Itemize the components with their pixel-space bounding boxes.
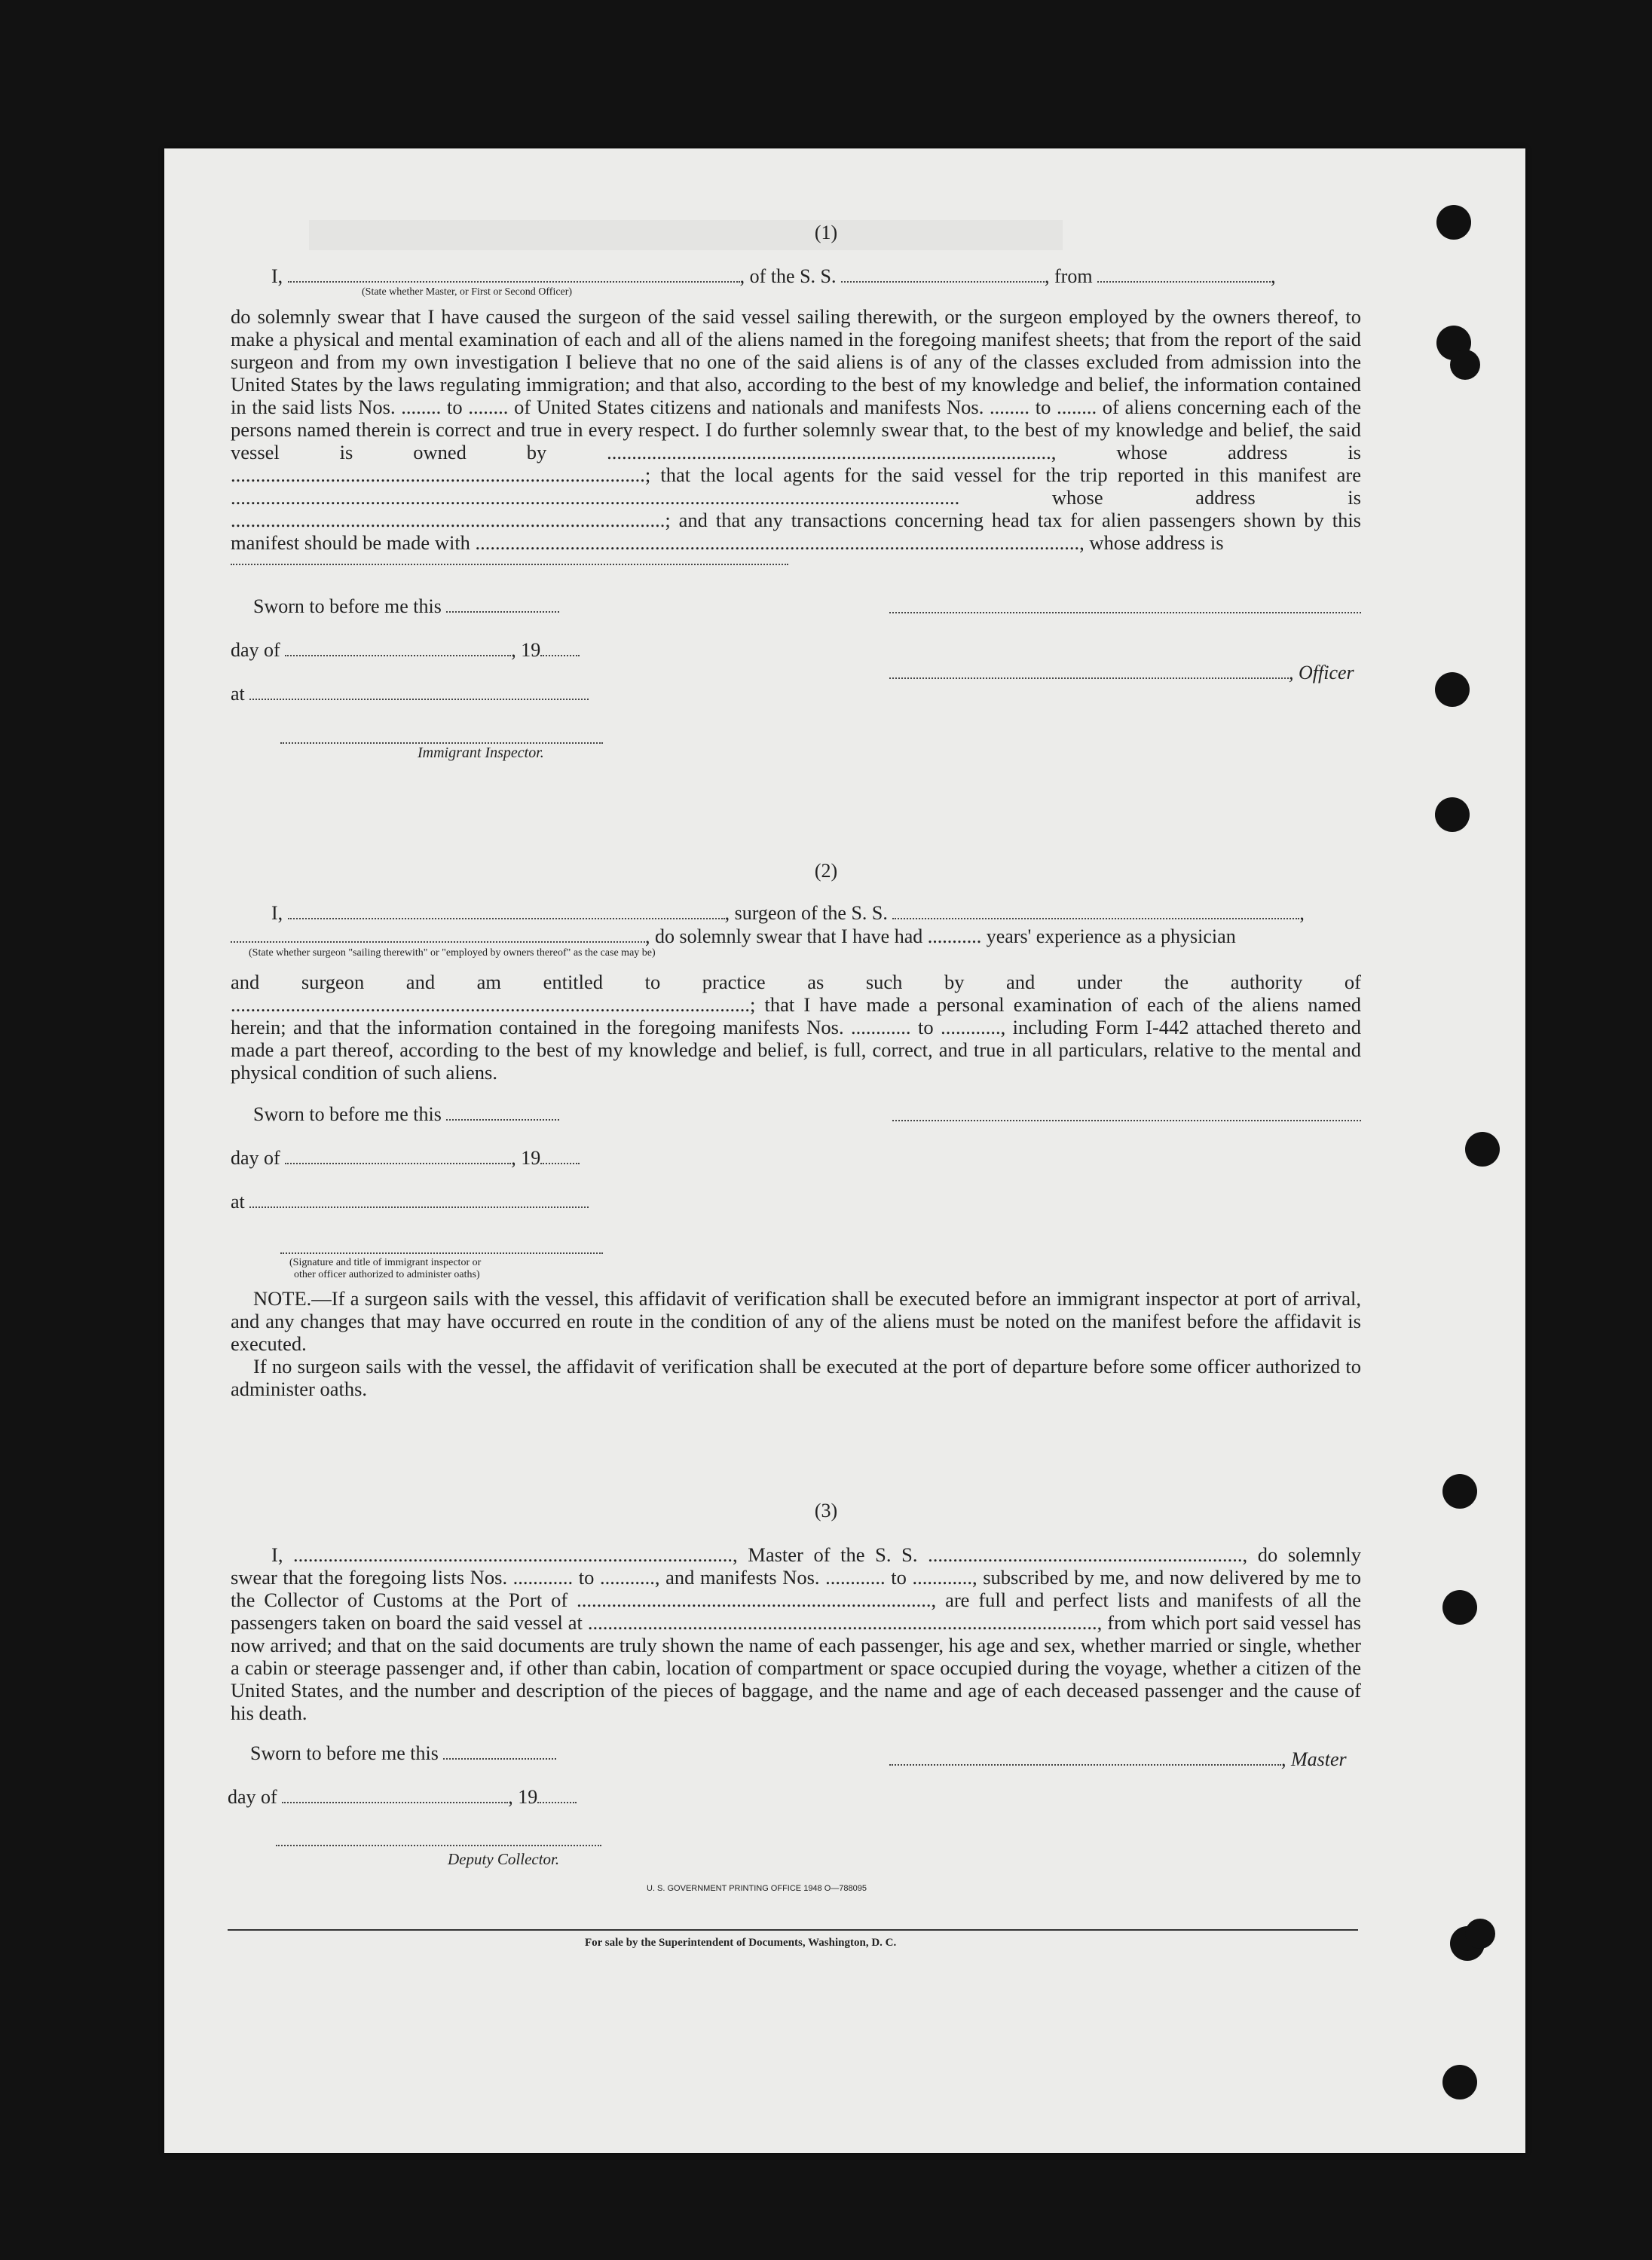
day-of-label: day of — [231, 1147, 280, 1169]
signature-note-1: (Signature and title of immigrant inspector or — [289, 1257, 482, 1268]
punch-hole — [1442, 2065, 1477, 2099]
month-field[interactable] — [285, 640, 511, 656]
year-label: , 19 — [511, 639, 541, 661]
year-label: , 19 — [508, 1786, 538, 1808]
surgeon-label: , surgeon of the S. S. — [724, 902, 888, 924]
section-1-body — [231, 305, 1361, 554]
at-label: at — [231, 683, 245, 705]
sworn-day-field[interactable] — [443, 1743, 556, 1760]
pronoun-label: I, — [271, 265, 283, 287]
day-of-line — [231, 1147, 580, 1170]
collector-label: Deputy Collector. — [448, 1850, 560, 1868]
pronoun-label: I, — [271, 902, 283, 924]
punch-hole — [1435, 672, 1470, 707]
printing-office-imprint: U. S. GOVERNMENT PRINTING OFFICE 1948 O—788095 — [647, 1884, 867, 1893]
surgeon-name-field[interactable] — [288, 903, 725, 919]
sworn-day-field[interactable] — [446, 596, 559, 613]
year-field[interactable] — [540, 640, 580, 656]
section-2-number: (2) — [814, 860, 838, 882]
section-3-body — [231, 1543, 1361, 1724]
at-field[interactable] — [249, 684, 589, 700]
sworn-label: Sworn to before me this — [253, 1103, 442, 1125]
month-field[interactable] — [282, 1787, 508, 1803]
punch-hole — [1450, 350, 1480, 380]
day-of-label: day of — [231, 639, 280, 661]
for-sale-notice: For sale by the Superintendent of Documents, Washington, D. C. — [585, 1937, 897, 1949]
signature-note-2: other officer authorized to administer oaths) — [294, 1269, 480, 1280]
at-field[interactable] — [249, 1191, 589, 1208]
section-2-note — [231, 1287, 1361, 1400]
master-line — [889, 1748, 1347, 1771]
vessel-field[interactable] — [841, 266, 1045, 283]
swear-text: , do solemnly swear that I have had ........... years' experience as a physician — [645, 925, 1236, 947]
surgeon-role-field[interactable] — [231, 926, 645, 943]
at-line — [231, 683, 589, 705]
punch-hole — [1442, 1590, 1477, 1625]
note-1: NOTE.—If a surgeon sails with the vessel, this affidavit of verification shall be executed before an immigrant inspector at port of arrival, and any changes that may have occurred en route in the condition of any of the aliens must be noted on the manifest before the affidavit is executed. — [231, 1287, 1361, 1355]
master-signature-field[interactable] — [889, 1749, 1281, 1766]
vessel-label: , of the S. S. — [739, 265, 837, 287]
section-2-body — [231, 971, 1361, 1084]
inspector-signature-line[interactable] — [280, 742, 603, 744]
day-of-label: day of — [228, 1786, 277, 1808]
surgeon-note: (State whether surgeon "sailing therewith" or "employed by owners thereof" as the case may be) — [249, 947, 656, 959]
day-of-line — [228, 1786, 577, 1809]
section-1-first-line: I, , of the S. S. , from , — [271, 265, 1276, 287]
officer-field[interactable] — [889, 662, 1289, 679]
section-1-number: (1) — [814, 222, 838, 243]
section-2-second-line — [231, 925, 1236, 948]
name-field[interactable] — [288, 266, 740, 283]
sworn-line — [253, 1103, 559, 1126]
sworn-line — [250, 1742, 556, 1765]
surgeon-signature-line[interactable] — [892, 1120, 1361, 1121]
section-3-number: (3) — [814, 1500, 838, 1521]
at-label: at — [231, 1191, 245, 1213]
sworn-label: Sworn to before me this — [250, 1742, 439, 1764]
officer-note: (State whether Master, or First or Second Officer) — [362, 286, 573, 298]
year-field[interactable] — [537, 1787, 577, 1803]
month-field[interactable] — [285, 1148, 511, 1164]
sworn-line — [253, 595, 559, 618]
from-field[interactable] — [1097, 266, 1271, 283]
day-of-line — [231, 639, 580, 662]
section-1-text: do solemnly swear that I have caused the surgeon of the said vessel sailing therewith, or the surgeon employed by the owners thereof, to make a physical and mental examination of each and all of the aliens named in the foregoing manifest sheets; that from the report of the said surgeon and from my own investigation I believe that no one of the said aliens is of any of the classes excluded from admission into the United States by the laws regulating immigration; and that also, according to the best of my knowledge and belief, the information contained in the said lists Nos. ........ to ........ of United States citizens and nationals and manifests Nos. ........ to ........ of aliens concerning each of the persons named therein is correct and true in every respect. I do further solemnly swear that, to the best of my knowledge and belief, the said vessel is owned by ........................................................................................., whose address is ...................................................................................; that the local agents for the said vessel for the trip reported in this manifest are .................................................................................................................................................. whose address is .......................................................................................; and that any transactions concerning head tax for alien passengers shown by this manifest should be made with ........................................................................................................................., whose address is — [231, 305, 1361, 554]
sworn-day-field[interactable] — [446, 1104, 559, 1121]
section-2-text: and surgeon and am entitled to practice as such by and under the authority of ........................................................................................................; that I have made a personal examination of each of the aliens named herein; and that the information contained in the foregoing manifests Nos. ............ to ............, including Form I-442 attached thereto and made a part thereof, according to the best of my knowledge and belief, is full, correct, and true in all particulars, relative to the mental and physical condition of such aliens. — [231, 971, 1361, 1084]
master-label: , Master — [1281, 1748, 1347, 1770]
footer-rule — [228, 1929, 1358, 1931]
officer-label: , Officer — [1289, 662, 1354, 684]
surgeon-vessel-field[interactable] — [892, 903, 1299, 919]
year-label: , 19 — [511, 1147, 541, 1169]
inspector-label: Immigrant Inspector. — [418, 745, 544, 761]
punch-hole — [1465, 1132, 1500, 1167]
at-line — [231, 1191, 589, 1213]
punch-hole — [1435, 797, 1470, 832]
section-2-first-line: I, , surgeon of the S. S. , — [271, 902, 1305, 924]
officer-line — [889, 662, 1354, 684]
punch-hole — [1465, 1919, 1495, 1949]
from-label: , from — [1045, 265, 1093, 287]
year-field[interactable] — [540, 1148, 580, 1164]
collector-signature-line[interactable] — [276, 1845, 601, 1846]
sworn-label: Sworn to before me this — [253, 595, 442, 617]
address-field[interactable] — [231, 564, 788, 565]
section-3-text: I, ........................................................................................, Master of the S. S. ..............................................................., do solemnly swear that the foregoing lists Nos. ............ to ..........., and manifests Nos. ............ to ............, subscribed by me, and now delivered by me to the Collector of Customs at the Port of ......................................................................., are full and perfect lists and manifests of all the passengers taken on board the said vessel at ......................................................................................................, from which port said vessel has now arrived; and that on the said documents are truly shown the name of each passenger, his age and sex, whether married or single, whether a cabin or steerage passenger and, if other than cabin, location of compartment or space occupied during the voyage, whether a citizen of the United States, and the number and description of the pieces of baggage, and the name and age of each deceased passenger and the cause of his death. — [231, 1543, 1361, 1724]
officer-signature-line[interactable] — [889, 612, 1361, 613]
note-2: If no surgeon sails with the vessel, the affidavit of verification shall be executed at the port of departure before some officer authorized to administer oaths. — [231, 1355, 1361, 1400]
authority-signature-line[interactable] — [280, 1252, 603, 1254]
